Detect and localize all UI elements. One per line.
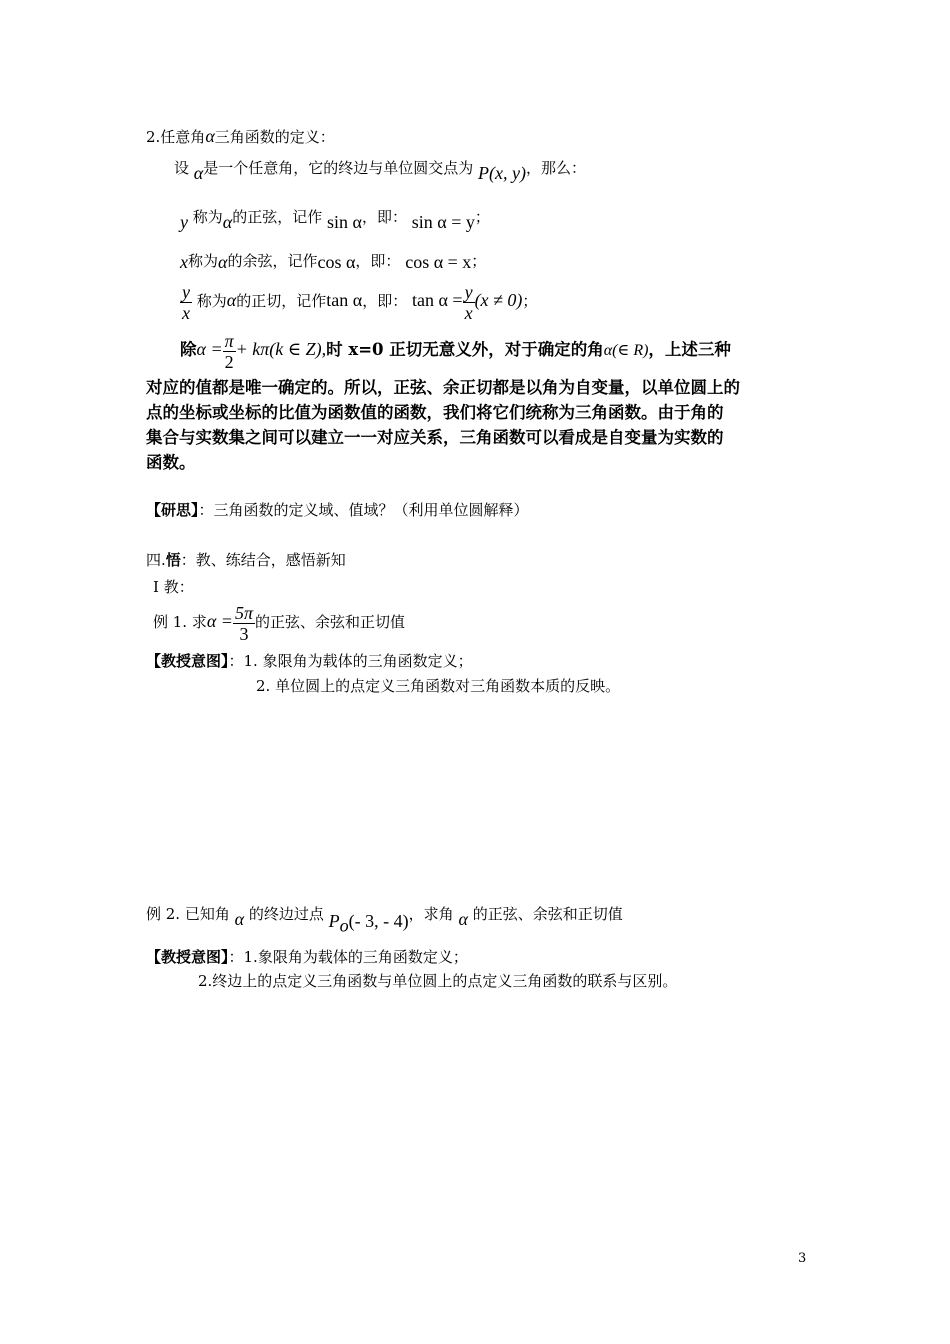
text: 例 1. 求 (153, 613, 207, 631)
text: 除 (180, 340, 197, 359)
cosine-definition (180, 249, 486, 272)
text: ，即： (362, 292, 408, 310)
heading-text: 2.任意角 (146, 128, 206, 146)
cos-formula: cos α = x (405, 252, 472, 272)
alpha-symbol: α (234, 909, 245, 929)
research-prompt (146, 499, 529, 521)
var-x: x (180, 252, 188, 272)
text: ，即： (355, 252, 401, 270)
example-2 (146, 902, 623, 936)
paragraph-line: 对应的值都是唯一确定的。所以，正弦、余正切都是以角为自变量，以单位圆上的 (146, 378, 740, 397)
alpha-symbol: α (205, 126, 215, 146)
text: 称为 (188, 252, 219, 270)
tan-formula-lhs: tan α = (411, 290, 463, 310)
sine-definition (180, 205, 490, 232)
intro-text: 设 (174, 159, 190, 177)
tangent-definition (180, 278, 537, 323)
section-heading (146, 125, 335, 148)
section-heading (146, 549, 346, 571)
teaching-intent-2 (146, 946, 468, 968)
text: ； (522, 292, 538, 310)
text: 称为 (196, 292, 227, 310)
alpha-symbol: α (218, 252, 228, 272)
alpha-in-r: α(∈ R) (603, 342, 649, 359)
point-p0: P (328, 911, 340, 931)
var-y: y (180, 212, 188, 232)
alpha-symbol: α (222, 212, 233, 232)
fraction-pi-over-2 (223, 331, 236, 372)
intro-text: ，那么： (526, 159, 587, 177)
except-statement (180, 325, 731, 375)
denominator: x (464, 302, 473, 323)
denominator: x (182, 302, 190, 323)
alpha-symbol: α (226, 290, 237, 310)
text: 时 (326, 340, 343, 359)
fraction-y-over-x (180, 282, 192, 323)
text: 正切无意义外，对于确定的角 (389, 340, 604, 359)
subsection-heading: Ⅰ 教： (153, 578, 194, 596)
text: 的正切，记作 (236, 292, 327, 310)
definition-intro (174, 156, 587, 183)
sin-notation: sin α (327, 212, 362, 232)
k-pi-term: + kπ(k ∈ Z), (235, 339, 327, 359)
text: 的正弦，记作 (232, 208, 323, 226)
text: 的正弦、余弦和正切值 (255, 613, 406, 631)
alpha-eq: α = (196, 339, 223, 359)
coordinates: (- 3, - 4) (348, 911, 409, 931)
explanation-paragraph (146, 375, 810, 475)
alpha-symbol: α (458, 909, 468, 929)
text: ：1. 象限角为载体的三角函数定义； (228, 652, 473, 670)
teaching-intent-2-line2: 2.终边上的点定义三角函数与单位圆上的点定义三角函数的联系与区别。 (198, 972, 678, 990)
point-p: P(x, y) (478, 163, 527, 183)
text: ，即： (361, 208, 407, 226)
text: 的正弦、余弦和正切值 (472, 905, 623, 923)
teaching-intent-1-line2: 2. 单位圆上的点定义三角函数对三角函数本质的反映。 (256, 677, 621, 695)
fraction-y-over-x (463, 282, 475, 323)
text: x=0 (342, 340, 390, 359)
heading-text: 三角函数的定义： (214, 128, 335, 146)
paragraph-line: 函数。 (146, 453, 196, 472)
text: ； (474, 208, 490, 226)
label: 【教授意图】 (146, 652, 229, 670)
text: 的余弦，记作 (227, 252, 318, 270)
paragraph-line: 集合与实数集之间可以建立一一对应关系，三角函数可以看成是自变量为实数的 (146, 428, 724, 447)
text: ，上述三种 (648, 340, 731, 359)
page-number: 3 (798, 1251, 807, 1266)
alpha-eq: α = (206, 611, 233, 631)
denominator: 3 (239, 623, 249, 644)
tan-condition: (x ≠ 0) (474, 290, 523, 310)
numerator: y (182, 281, 190, 302)
text: ； (471, 252, 487, 270)
numerator: π (224, 330, 234, 351)
alpha-symbol: α (193, 163, 204, 183)
denominator: 2 (224, 351, 234, 372)
text: 四. (146, 551, 166, 569)
subscript: o (339, 915, 349, 936)
text: 称为 (192, 208, 223, 226)
numerator: 5π (234, 602, 253, 623)
label: 【研思】 (146, 501, 199, 519)
text: ：三角函数的定义域、值域？（利用单位圆解释） (198, 501, 529, 519)
cos-notation: cos α (317, 252, 356, 272)
numerator: y (464, 281, 473, 302)
text: ，求角 (408, 905, 454, 923)
text: 悟 (165, 551, 181, 569)
tan-notation: tan α (326, 290, 363, 310)
example-1 (153, 597, 405, 646)
teaching-intent-1 (146, 650, 473, 672)
paragraph-line: 点的坐标或坐标的比值为函数值的函数，我们将它们统称为三角函数。由于角的 (146, 403, 724, 422)
text: ：1.象限角为载体的三角函数定义； (228, 948, 468, 966)
text: 的终边过点 (248, 905, 324, 923)
text: 例 2. 已知角 (146, 905, 230, 923)
text: ：教、练结合，感悟新知 (180, 551, 346, 569)
label: 【教授意图】 (146, 948, 229, 966)
intro-text: 是一个任意角，它的终边与单位圆交点为 (203, 159, 474, 177)
sin-formula: sin α = y (411, 212, 475, 232)
fraction-5pi-over-3 (233, 603, 255, 644)
